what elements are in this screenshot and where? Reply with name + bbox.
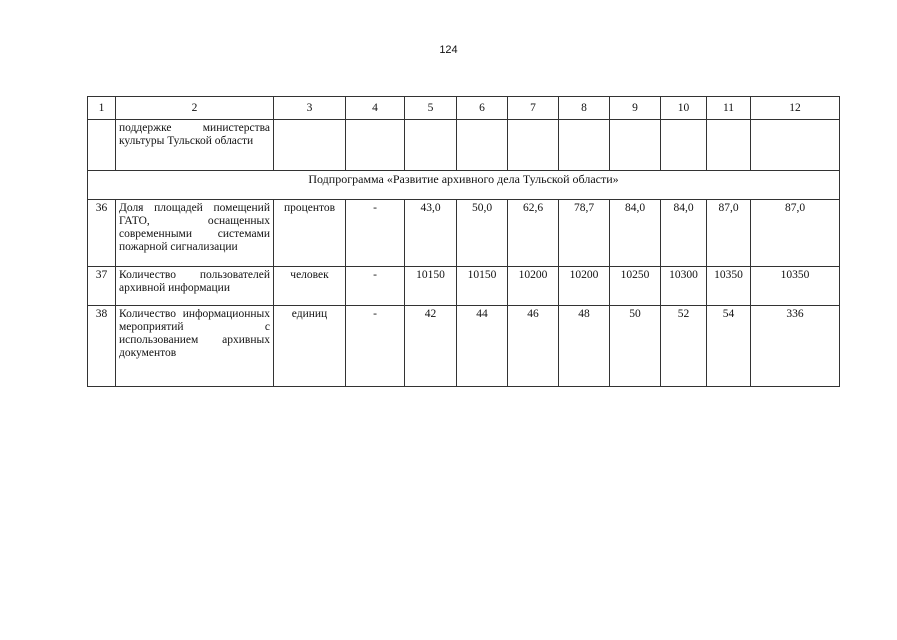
section-title: Подпрограмма «Развитие архивного дела Тульской области»	[88, 171, 840, 200]
table-row	[88, 267, 840, 306]
value-cell	[661, 120, 707, 171]
value-cell: 42	[405, 306, 457, 387]
page-number: 124	[439, 44, 458, 56]
base-cell	[346, 120, 405, 171]
value-cell	[559, 120, 610, 171]
unit-cell: процентов	[274, 200, 346, 267]
value-cell: 78,7	[559, 200, 610, 267]
header-cell: 8	[559, 97, 610, 120]
value-cell: 10250	[610, 267, 661, 306]
indicator-name-cell: Доля площадей помещений ГАТО, оснащенных современными системами пожарной сигнализации	[116, 200, 274, 267]
row-number-cell: 37	[88, 267, 116, 306]
value-cell	[610, 120, 661, 171]
value-cell: 43,0	[405, 200, 457, 267]
table-row	[88, 306, 840, 387]
indicator-name-cell: поддержке министерства культуры Тульской области	[116, 120, 274, 171]
value-cell	[405, 120, 457, 171]
value-cell: 10350	[707, 267, 751, 306]
value-cell	[751, 120, 840, 171]
value-cell	[707, 120, 751, 171]
header-cell: 10	[661, 97, 707, 120]
value-cell: 46	[508, 306, 559, 387]
header-cell: 5	[405, 97, 457, 120]
row-number-cell	[88, 120, 116, 171]
header-cell: 6	[457, 97, 508, 120]
base-cell: -	[346, 267, 405, 306]
value-cell: 87,0	[751, 200, 840, 267]
section-row	[88, 171, 840, 200]
value-cell: 84,0	[610, 200, 661, 267]
value-cell: 44	[457, 306, 508, 387]
value-cell: 10200	[559, 267, 610, 306]
row-number-cell: 36	[88, 200, 116, 267]
indicators-table	[87, 96, 840, 387]
row-number-cell: 38	[88, 306, 116, 387]
value-cell: 10350	[751, 267, 840, 306]
indicator-name-cell: Количество информационных мероприятий с использованием архивных документов	[116, 306, 274, 387]
value-cell: 10150	[405, 267, 457, 306]
table-row-continuation	[88, 120, 840, 171]
table-row	[88, 200, 840, 267]
value-cell	[508, 120, 559, 171]
header-cell: 1	[88, 97, 116, 120]
unit-cell	[274, 120, 346, 171]
unit-cell: человек	[274, 267, 346, 306]
value-cell: 50,0	[457, 200, 508, 267]
table-header-row	[88, 97, 840, 120]
value-cell: 52	[661, 306, 707, 387]
header-cell: 11	[707, 97, 751, 120]
value-cell: 50	[610, 306, 661, 387]
base-cell: -	[346, 200, 405, 267]
base-cell: -	[346, 306, 405, 387]
header-cell: 3	[274, 97, 346, 120]
unit-cell: единиц	[274, 306, 346, 387]
header-cell: 4	[346, 97, 405, 120]
header-cell: 2	[116, 97, 274, 120]
header-cell: 9	[610, 97, 661, 120]
value-cell: 10200	[508, 267, 559, 306]
value-cell: 87,0	[707, 200, 751, 267]
header-cell: 7	[508, 97, 559, 120]
indicator-name-cell: Количество пользователей архивной информации	[116, 267, 274, 306]
value-cell	[457, 120, 508, 171]
value-cell: 84,0	[661, 200, 707, 267]
value-cell: 10150	[457, 267, 508, 306]
value-cell: 336	[751, 306, 840, 387]
value-cell: 62,6	[508, 200, 559, 267]
header-cell: 12	[751, 97, 840, 120]
value-cell: 54	[707, 306, 751, 387]
value-cell: 10300	[661, 267, 707, 306]
value-cell: 48	[559, 306, 610, 387]
